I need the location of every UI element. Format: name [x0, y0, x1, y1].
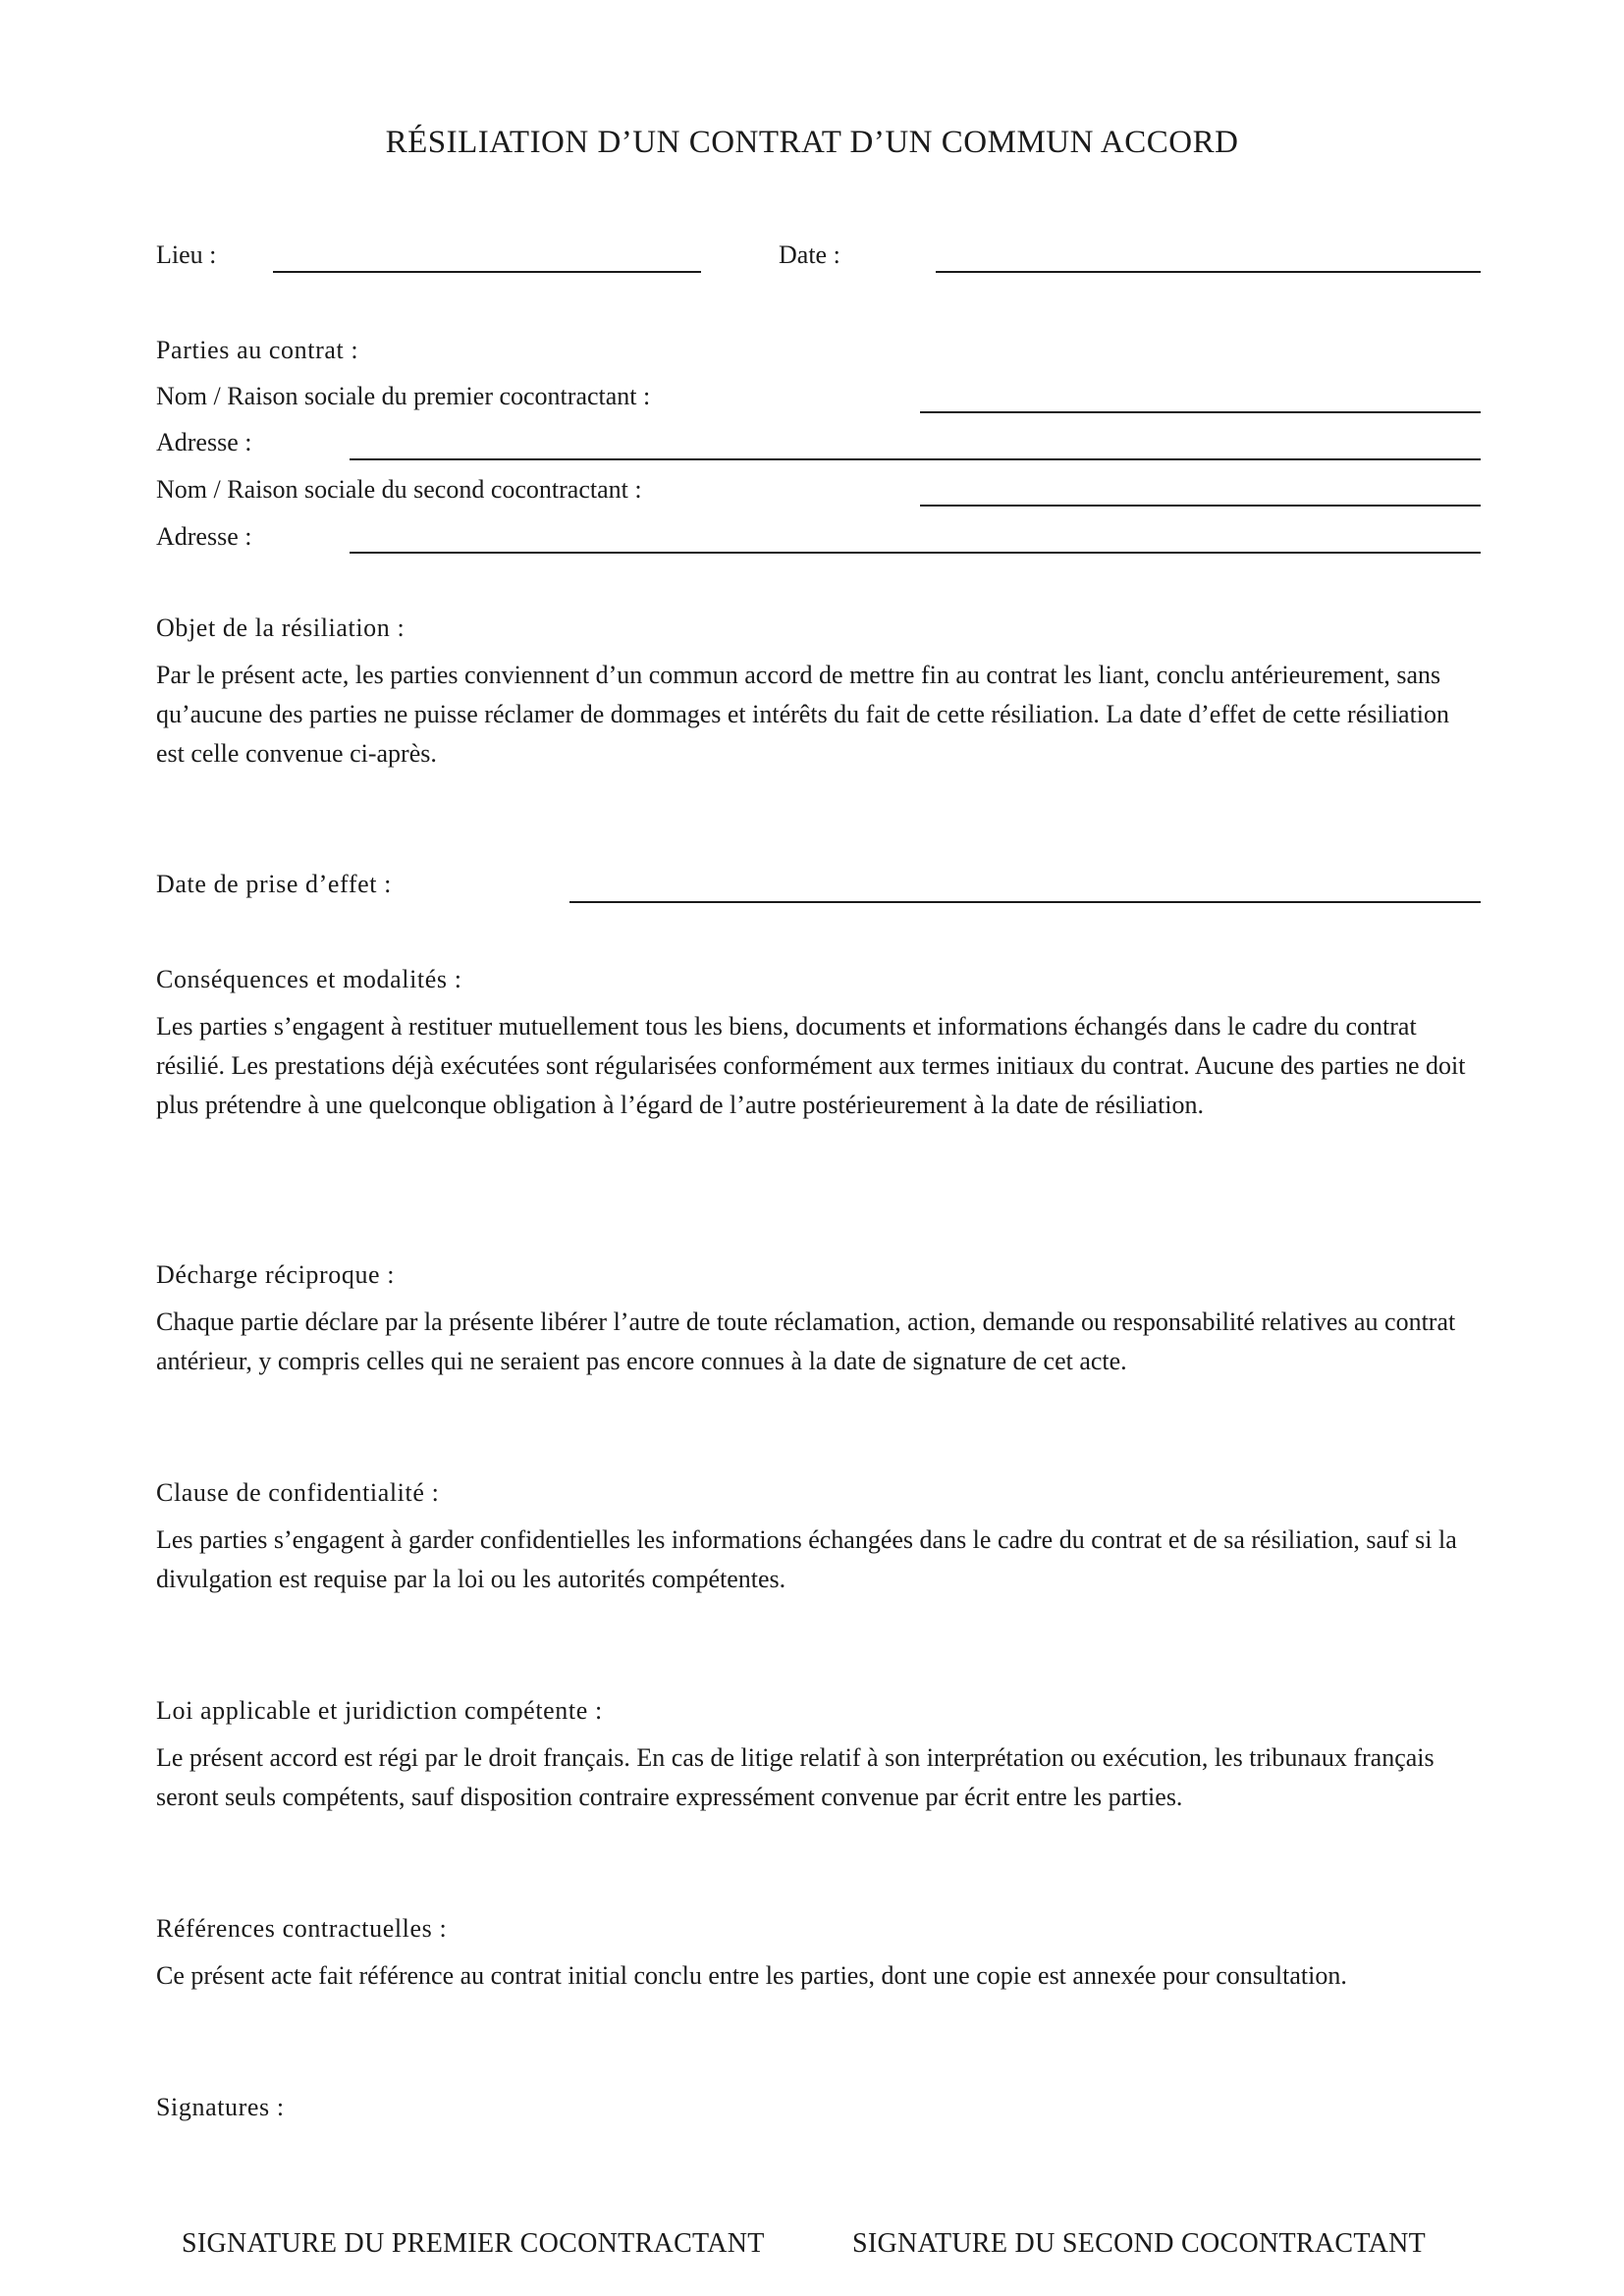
effective-date-label: Date de prise d’effet : [156, 870, 392, 898]
place-field[interactable] [273, 271, 701, 273]
second-party-signature-label: SIGNATURE DU SECOND COCONTRACTANT [852, 2228, 1427, 2259]
first-party-name-field[interactable] [920, 411, 1481, 413]
document-title: RÉSILIATION D’UN CONTRAT D’UN COMMUN ACCORD [385, 125, 1239, 160]
law-heading: Loi applicable et juridiction compétente : [156, 1696, 603, 1725]
first-party-address-label: Adresse : [156, 428, 252, 456]
date-field[interactable] [936, 271, 1481, 273]
second-party-address-field[interactable] [350, 552, 1481, 554]
first-party-signature-label: SIGNATURE DU PREMIER COCONTRACTANT [182, 2228, 765, 2259]
signatures-heading: Signatures : [156, 2093, 285, 2121]
second-party-name-field[interactable] [920, 505, 1481, 507]
confidentiality-paragraph: Les parties s’engagent à garder confidentielles les informations échangées dans le cadre du contrat et de sa résiliation, sauf si la divulgation est requise par la loi ou les autorités compétentes. [156, 1525, 1457, 1593]
discharge-paragraph: Chaque partie déclare par la présente libérer l’autre de toute réclamation, action, demande ou responsabilité relatives au contrat antérieur, y compris celles qui ne seraient pas encore connues à la date de signature de cet acte. [156, 1308, 1456, 1375]
references-paragraph: Ce présent acte fait référence au contrat initial conclu entre les parties, dont une copie est annexée pour consultation. [156, 1961, 1347, 1990]
parties-heading: Parties au contrat : [156, 336, 359, 364]
second-party-name-label: Nom / Raison sociale du second cocontractant : [156, 475, 642, 504]
object-heading: Objet de la résiliation : [156, 614, 406, 642]
confidentiality-heading: Clause de confidentialité : [156, 1478, 440, 1507]
place-label: Lieu : [156, 240, 217, 269]
second-party-address-label: Adresse : [156, 522, 252, 551]
consequences-heading: Conséquences et modalités : [156, 965, 462, 993]
discharge-heading: Décharge réciproque : [156, 1260, 396, 1289]
first-party-address-field[interactable] [350, 458, 1481, 460]
references-heading: Références contractuelles : [156, 1914, 448, 1943]
date-label: Date : [779, 240, 840, 269]
consequences-paragraph: Les parties s’engagent à restituer mutuellement tous les biens, documents et informations échangés dans le cadre du contrat résilié. Les prestations déjà exécutées sont régularisées conformément aux termes initiaux du contrat. Aucune des parties ne doit plus prétendre à une quelconque obligation à l’égard de l’autre postérieurement à la date de résiliation. [156, 1012, 1466, 1119]
first-party-name-label: Nom / Raison sociale du premier cocontractant : [156, 382, 651, 410]
effective-date-field[interactable] [569, 901, 1481, 903]
object-paragraph: Par le présent acte, les parties conviennent d’un commun accord de mettre fin au contrat les liant, conclu antérieurement, sans qu’aucune des parties ne puisse réclamer de dommages et intérêts du fait de cette résiliation. La date d’effet de cette résiliation est celle convenue ci-après. [156, 661, 1450, 768]
law-paragraph: Le présent accord est régi par le droit français. En cas de litige relatif à son interprétation ou exécution, les tribunaux français seront seuls compétents, sauf disposition contraire expressément convenue par écrit entre les parties. [156, 1743, 1435, 1811]
